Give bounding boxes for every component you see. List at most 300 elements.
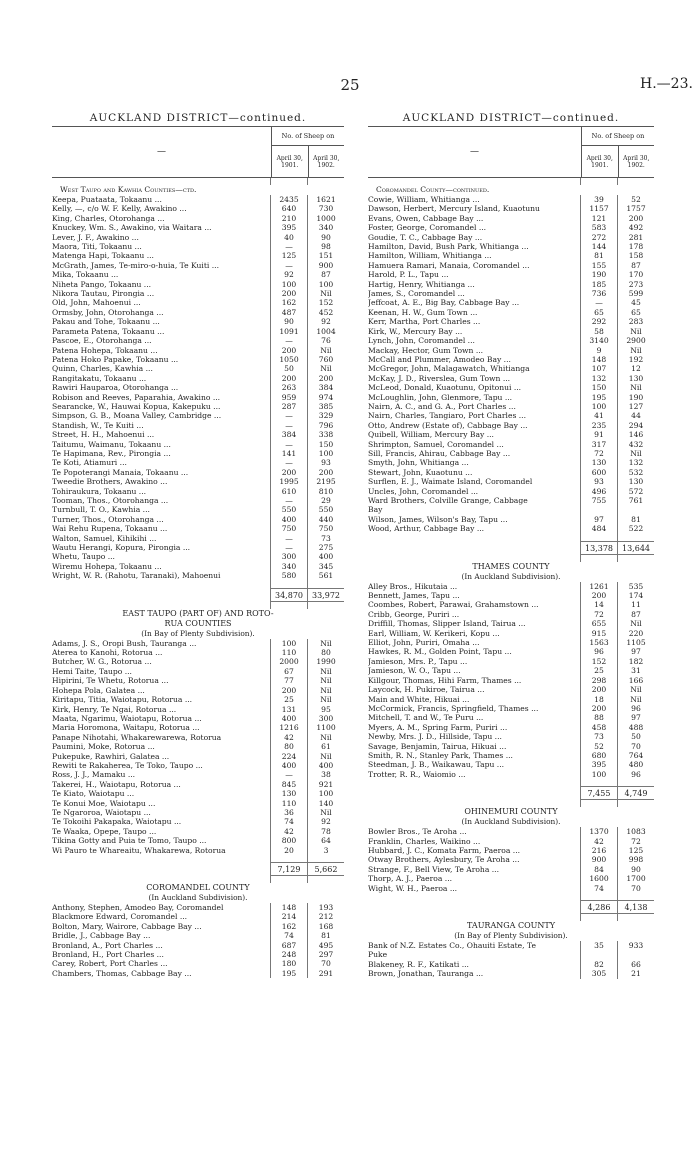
owner-name: Bank of N.Z. Estates Co., Ohauiti Estate, Te: [368, 941, 536, 950]
table-row: [52, 817, 344, 826]
sheep-1902: Nil: [617, 685, 654, 694]
sheep-1901: 18: [580, 695, 617, 704]
owner-name: Shrimpton, Samuel, Coromandel ...: [368, 439, 504, 449]
table-row: [368, 676, 654, 685]
spacer-value: [307, 855, 344, 862]
sheep-1902: 96: [617, 770, 654, 779]
sheep-1901: 496: [580, 487, 617, 496]
owner-name: Wood, Arthur, Cabbage Bay ...: [368, 524, 485, 534]
sheep-1902: 87: [617, 610, 654, 619]
table-row: [368, 327, 654, 336]
owner-name: Otto, Andrew (Estate of), Cabbage Bay ...: [368, 420, 528, 430]
sheep-1901: 110: [270, 648, 307, 657]
sheep-1901: 610: [270, 487, 307, 496]
spacer-name: [52, 178, 270, 185]
sheep-1901: 132: [580, 374, 617, 383]
spacer-value: [617, 779, 654, 786]
sheep-1902: 76: [307, 336, 344, 345]
header-years: [582, 146, 654, 177]
sheep-1902: Nil: [307, 752, 344, 761]
table-row: [368, 336, 654, 345]
sheep-1902: 452: [307, 308, 344, 317]
table-row: [368, 855, 654, 864]
sheep-1902: 522: [617, 524, 654, 533]
table-row: [52, 648, 344, 657]
sheep-1902: 73: [307, 534, 344, 543]
sheep-1902: 599: [617, 289, 654, 298]
sheep-1902: 64: [307, 836, 344, 845]
owner-name: Otway Brothers, Aylesbury, Te Aroha ...: [368, 855, 520, 865]
spacer: [368, 555, 654, 562]
sheep-1901: 287: [270, 402, 307, 411]
sheep-1901: 687: [270, 941, 307, 950]
sheep-1901: 100: [580, 770, 617, 779]
sheep-1902: 146: [617, 430, 654, 439]
sheep-1902: Nil: [617, 346, 654, 355]
sheep-1901: 200: [580, 591, 617, 600]
sheep-1902: 1100: [307, 723, 344, 732]
sheep-1901: 36: [270, 808, 307, 817]
sheep-1901: 141: [270, 449, 307, 458]
sheep-1901: 42: [270, 827, 307, 836]
sheep-1901: 195: [270, 969, 307, 978]
spacer-value: [580, 914, 617, 921]
sheep-1901: —: [270, 458, 307, 467]
sheep-1902: 1621: [307, 195, 344, 204]
sheep-1901: —: [270, 242, 307, 251]
section-total: [52, 588, 344, 602]
sheep-1901: 130: [270, 789, 307, 798]
owner-name: Nairn, Charles, Tangiaro, Port Charles ...: [368, 411, 526, 421]
total-spacer: [52, 862, 270, 876]
sheep-1901: 580: [270, 571, 307, 580]
table-row: [52, 799, 344, 808]
sheep-1901: —: [270, 261, 307, 270]
owner-name: Wight, W. H., Paeroa ...: [368, 883, 458, 893]
sheep-1901: 317: [580, 440, 617, 449]
table-row: [368, 233, 654, 242]
total-1902: 33,972: [307, 588, 344, 602]
spacer: [368, 800, 654, 807]
spacer-value: [617, 893, 654, 900]
section-total: [368, 900, 654, 914]
owner-name: Savage, Benjamin, Tairua, Hikuai ...: [368, 741, 507, 751]
sheep-1901: 155: [580, 261, 617, 270]
table-row: [52, 233, 344, 242]
sheep-1902: 130: [617, 374, 654, 383]
sheep-1902: 998: [617, 855, 654, 864]
table-row: [52, 487, 344, 496]
owner-name: McCall and Plummer, Amodeo Bay ...: [368, 354, 511, 364]
table-row: [368, 827, 654, 836]
table-row: [52, 251, 344, 260]
sheep-1902: Nil: [307, 346, 344, 355]
spacer-value: [580, 178, 617, 185]
table-row: [52, 552, 344, 561]
sheep-1902: 93: [307, 458, 344, 467]
table-row: [52, 770, 344, 779]
sheep-1901: 583: [580, 223, 617, 232]
sheep-1902: 1083: [617, 827, 654, 836]
owner-name: Searancke, W., Hauwai Kopua, Kakepuku ...: [52, 401, 221, 411]
table-row: [52, 440, 344, 449]
sheep-1901: 550: [270, 505, 307, 514]
table-row: [368, 223, 654, 232]
table-row: [52, 543, 344, 552]
table-row: [52, 571, 344, 580]
total-1901: 7,129: [270, 862, 307, 876]
owner-name: Kerr, Martha, Port Charles ...: [368, 317, 481, 327]
spacer-name: [52, 855, 270, 862]
owner-name: Rawiri Hauparoa, Otorohanga ...: [52, 383, 179, 393]
spacer: [52, 581, 344, 588]
owner-name: Te Popoterangi Manaia, Tokaanu ...: [52, 467, 189, 477]
sheep-1902: 100: [307, 280, 344, 289]
owner-name: Standish, W., Te Kuiti ...: [52, 420, 144, 430]
sheep-1901: 152: [580, 657, 617, 666]
table-row: [52, 421, 344, 430]
owner-name: Hamilton, William, Whitianga ...: [368, 251, 492, 261]
sheep-1901: 42: [580, 837, 617, 846]
owner-name: Parameta Patena, Tokaanu ...: [52, 326, 165, 336]
sheep-1901: 52: [580, 742, 617, 751]
sheep-1902: 90: [307, 233, 344, 242]
sheep-1902: 80: [307, 648, 344, 657]
sheep-1902: 168: [307, 922, 344, 931]
table-row: [52, 261, 344, 270]
sheep-1902: 338: [307, 430, 344, 439]
owner-name: Mitchell, T. and W., Te Puru ...: [368, 713, 484, 723]
sheep-1902: 31: [617, 666, 654, 675]
spacer-value: [617, 914, 654, 921]
table-row: [368, 440, 654, 449]
owner-name: Blakeney, R. F., Katikati ...: [368, 959, 469, 969]
sheep-1901: 395: [270, 223, 307, 232]
sheep-1902: Nil: [307, 686, 344, 695]
page-number: 25: [340, 76, 360, 94]
header-year-1901: April 30, 1901.: [586, 154, 613, 169]
spacer-name: [368, 893, 580, 900]
sheep-1902: Nil: [617, 695, 654, 704]
owner-name: Myers, A. M., Spring Farm, Puriri ...: [368, 722, 508, 732]
table-row: [368, 364, 654, 373]
table-row: [368, 647, 654, 656]
owner-name: Keenan, H. W., Gum Town ...: [368, 307, 478, 317]
spacer-name: [52, 581, 270, 588]
spacer-name: [368, 779, 580, 786]
sheep-1902: 29: [307, 496, 344, 505]
owner-name: Kirk, W., Mercury Bay ...: [368, 326, 463, 336]
owner-name: McCormick, Francis, Springfield, Thames ...: [368, 703, 539, 713]
owner-name: Hemi Taite, Taupo ...: [52, 666, 132, 676]
sheep-1901: 74: [270, 817, 307, 826]
sheep-1902: 87: [307, 270, 344, 279]
owner-name: Hamilton, David, Bush Park, Whitianga ...: [368, 242, 529, 252]
table-row: [52, 657, 344, 666]
sheep-1902: 2900: [617, 336, 654, 345]
sheep-1902: 72: [617, 837, 654, 846]
table-row: [368, 960, 654, 969]
sheep-1902: 1700: [617, 874, 654, 883]
total-1902: 13,644: [617, 541, 654, 555]
table-row: [52, 374, 344, 383]
sheep-1901: 214: [270, 912, 307, 921]
table-row: [368, 969, 654, 978]
owner-name: Paumini, Moke, Rotorua ...: [52, 742, 155, 752]
owner-name: Street, H. H., Mahoenui ...: [52, 430, 155, 440]
owner-name: Thorp, A. J., Paeroa ...: [368, 874, 453, 884]
sheep-1902: 400: [307, 552, 344, 561]
owner-name: Keepa, Puataata, Tokaanu ...: [52, 195, 162, 204]
owner-name: Harold, P. L., Tapu ...: [368, 270, 449, 280]
table-row: [52, 270, 344, 279]
sheep-1901: 750: [270, 524, 307, 533]
sheep-1902: 532: [617, 468, 654, 477]
sheep-1901: 384: [270, 430, 307, 439]
owner-name: Bowler Bros., Te Aroha ...: [368, 827, 467, 837]
sheep-1902: 200: [617, 214, 654, 223]
sheep-1902: Nil: [307, 364, 344, 373]
table-row: [52, 686, 344, 695]
table-row: [52, 931, 344, 940]
sheep-1902: 66: [617, 960, 654, 969]
table-row: [52, 477, 344, 486]
table-row: [368, 251, 654, 260]
section-subheading: (In Bay of Plenty Subdivision).: [454, 931, 568, 940]
section-heading: EAST TAUPO (PART OF) AND ROTO-: [122, 608, 274, 618]
sheep-1901: —: [270, 440, 307, 449]
spacer-name: [52, 876, 270, 883]
owner-name: Adams, J. S., Oropi Bush, Tauranga ...: [52, 638, 197, 648]
section-heading: West Taupo and Kawhia Counties—ctd.: [60, 185, 197, 194]
left-column: [52, 110, 344, 978]
spacer-value: [307, 602, 344, 609]
table-row: [52, 959, 344, 968]
owner-name: McGrath, James, Te-miro-o-huia, Te Kuiti ...: [52, 260, 219, 270]
total-1901: 7,455: [580, 786, 617, 800]
owner-name: Smyth, John, Whitianga ...: [368, 458, 469, 468]
sheep-1902: 750: [307, 524, 344, 533]
sheep-1901: 1370: [580, 827, 617, 836]
owner-name: Coombes, Robert, Parawai, Grahamstown ...: [368, 600, 539, 610]
table-row: [368, 638, 654, 647]
sheep-1901: 1995: [270, 477, 307, 486]
owner-name: Pascoe, E., Otorohanga ...: [52, 336, 152, 346]
sheep-1902: 90: [617, 865, 654, 874]
sheep-1902: 761: [617, 496, 654, 505]
table-row: [52, 723, 344, 732]
owner-name: Kirk, Henry, Te Ngai, Rotorua ...: [52, 704, 177, 714]
sheep-1901: 100: [580, 402, 617, 411]
section-heading: RUA COUNTIES: [164, 618, 232, 628]
sheep-1901: 1157: [580, 204, 617, 213]
table-header: [368, 126, 654, 178]
sheep-1902: Nil: [307, 667, 344, 676]
sheep-1902: 12: [617, 364, 654, 373]
sheep-1902: 125: [617, 846, 654, 855]
sheep-1901: 88: [580, 713, 617, 722]
owner-name: Te Konui Moe, Waiotapu ...: [52, 798, 156, 808]
sheep-1902: 294: [617, 421, 654, 430]
owner-name: Foster, George, Coromandel ...: [368, 223, 487, 233]
owner-name: Alley Bros., Hikutaia ...: [368, 581, 458, 591]
sheep-1902: 193: [307, 903, 344, 912]
sheep-1901: 200: [580, 704, 617, 713]
sheep-1901: 400: [270, 761, 307, 770]
owner-name: Te Waaka, Opepe, Taupo ...: [52, 826, 157, 836]
table-row: [368, 383, 654, 392]
total-spacer: [368, 786, 580, 800]
section-subheading: (In Auckland Subdivision).: [461, 571, 561, 581]
spacer-value: [307, 581, 344, 588]
table-row: [368, 477, 654, 486]
sheep-1902: 281: [617, 233, 654, 242]
owner-name: Hartig, Henry, Whitianga ...: [368, 279, 475, 289]
spacer: [52, 876, 344, 883]
sheep-1901: 640: [270, 204, 307, 213]
owner-name: Maria Horomona, Waitapu, Rotorua ...: [52, 723, 200, 733]
sheep-1901: 1563: [580, 638, 617, 647]
sheep-1901: 200: [270, 289, 307, 298]
table-row: [52, 524, 344, 533]
sheep-1902: Nil: [617, 327, 654, 336]
sheep-1901: 90: [270, 317, 307, 326]
spacer-value: [617, 555, 654, 562]
table-row: [52, 449, 344, 458]
table-row: [52, 468, 344, 477]
table-row: [52, 562, 344, 571]
sheep-1901: 305: [580, 969, 617, 978]
table-row: [52, 950, 344, 959]
spacer: [52, 602, 344, 609]
section-heading: COROMANDEL COUNTY: [146, 883, 250, 892]
table-row: [52, 327, 344, 336]
owner-name: Wright, W. R. (Rahotu, Taranaki), Mahoenui: [52, 571, 221, 581]
header-year-1901: April 30, 1901.: [276, 154, 303, 169]
owner-name: Bay: [368, 505, 383, 515]
sheep-1902: 933: [617, 941, 654, 950]
table-row: [368, 280, 654, 289]
sheep-1901: 487: [270, 308, 307, 317]
table-row: [368, 242, 654, 251]
spacer-name: [52, 602, 270, 609]
sheep-1902: 900: [307, 261, 344, 270]
sheep-1901: 458: [580, 723, 617, 732]
sheep-1902: 495: [307, 941, 344, 950]
table-row: [368, 261, 654, 270]
spacer-name: [368, 178, 580, 185]
sheep-1901: 400: [270, 515, 307, 524]
sheep-1901: 959: [270, 393, 307, 402]
table-row: [52, 411, 344, 420]
sheep-1902: 535: [617, 582, 654, 591]
sheep-1902: 440: [307, 515, 344, 524]
sheep-1901: 484: [580, 524, 617, 533]
table-row: [368, 374, 654, 383]
table-row: [52, 534, 344, 543]
sheep-1901: [580, 505, 617, 514]
table-row: [52, 742, 344, 751]
sheep-1901: 58: [580, 327, 617, 336]
sheep-1901: 41: [580, 411, 617, 420]
sheep-1901: 74: [580, 884, 617, 893]
sheep-1902: 61: [307, 742, 344, 751]
sheep-1902: 127: [617, 402, 654, 411]
section-heading: Coromandel County—continued.: [376, 185, 490, 194]
sheep-1902: 95: [307, 705, 344, 714]
sheep-1902: 98: [307, 242, 344, 251]
table-row: [52, 827, 344, 836]
sheep-1902: 3: [307, 846, 344, 855]
table-row: [52, 364, 344, 373]
table-row: [52, 402, 344, 411]
table-row: [368, 411, 654, 420]
table-row: [52, 505, 344, 514]
page-code: H.—23.: [640, 76, 693, 92]
sheep-1901: 97: [580, 515, 617, 524]
owner-name: Surflen, E. J., Waimate Island, Coromandel: [368, 477, 533, 487]
sheep-1902: 178: [617, 242, 654, 251]
owner-name: Hubbard, J. C., Komata Farm, Paeroa ...: [368, 845, 521, 855]
table-row: [368, 884, 654, 893]
sheep-1901: 125: [270, 251, 307, 260]
sheep-1901: 300: [270, 552, 307, 561]
sheep-1902: 2195: [307, 477, 344, 486]
owner-name: Tooman, Thos., Otorohanga ...: [52, 496, 169, 505]
sheep-1902: 150: [307, 440, 344, 449]
sheep-1901: 65: [580, 308, 617, 317]
table-row: [368, 695, 654, 704]
table-row: [368, 685, 654, 694]
sheep-1901: 298: [580, 676, 617, 685]
sheep-1901: 92: [270, 270, 307, 279]
header-name-column: —: [470, 147, 479, 157]
table-row: [368, 402, 654, 411]
owner-name: Wi Pauro te Whareaitu, Whakarewa, Rotorua: [52, 845, 226, 855]
sheep-1902: 70: [307, 959, 344, 968]
owner-name: Jeffcoat, A. E., Big Bay, Cabbage Bay ...: [368, 298, 520, 308]
sheep-1902: 488: [617, 723, 654, 732]
spacer-value: [307, 876, 344, 883]
table-row: [368, 865, 654, 874]
owner-name: Wilson, James, Wilson's Bay, Tapu ...: [368, 514, 508, 524]
owner-name: Takerei, H., Waiotapu, Rotorua ...: [52, 779, 181, 789]
sheep-1902: 220: [617, 629, 654, 638]
section-subheading: (In Auckland Subdivision).: [148, 893, 248, 902]
owner-name: Main and White, Hikuai ...: [368, 694, 470, 704]
table-row: [368, 760, 654, 769]
owner-name: Wai Rehu Rupena, Tokaanu ...: [52, 524, 168, 534]
sheep-1901: 400: [270, 714, 307, 723]
table-row: [52, 242, 344, 251]
sheep-1902: 78: [307, 827, 344, 836]
owner-name: Steedman, J. B., Waikawau, Tapu ...: [368, 760, 505, 770]
section-total: [368, 786, 654, 800]
table-row: [368, 204, 654, 213]
owner-name: Mackay, Hector, Gum Town ...: [368, 345, 484, 355]
table-row: [52, 336, 344, 345]
table-row: [52, 298, 344, 307]
owner-name: Old, John, Mahoenui ...: [52, 298, 141, 308]
spacer-value: [580, 555, 617, 562]
sheep-1902: 275: [307, 543, 344, 552]
sheep-1901: 1261: [580, 582, 617, 591]
table-row: [368, 742, 654, 751]
sheep-1902: 200: [307, 374, 344, 383]
section-heading: OHINEMURI COUNTY: [464, 807, 558, 817]
owner-name: Elliot, John, Puriri, Omaha ...: [368, 638, 480, 648]
table-row: [52, 789, 344, 798]
